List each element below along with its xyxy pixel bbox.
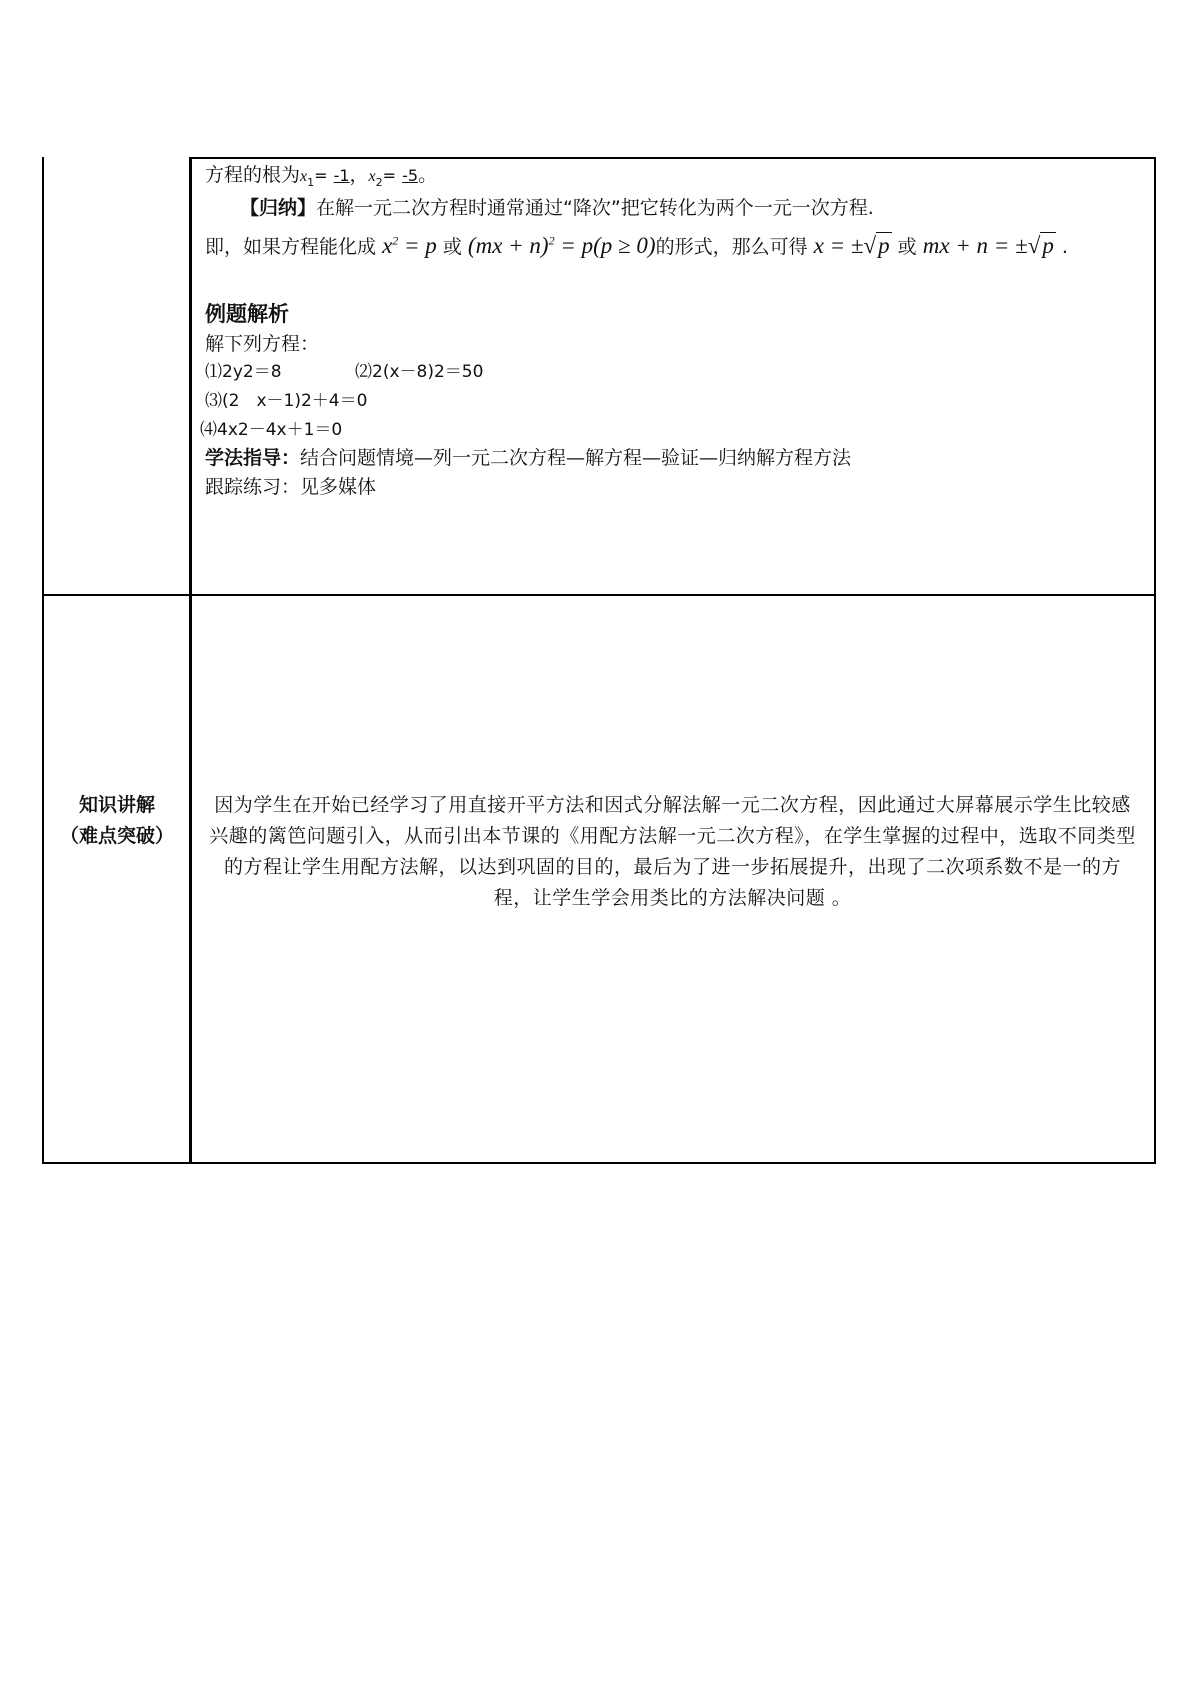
formula-f3-radicand: p <box>878 233 890 258</box>
roots-line <box>205 160 437 189</box>
row2-label-title: 知识讲解 <box>78 794 155 816</box>
formula-f2-sup: 2 <box>548 233 555 248</box>
study-guide-label: 学法指导： <box>205 447 301 469</box>
formula-x-squared <box>382 233 437 258</box>
problem-1: ⑴2y2＝8 <box>205 362 282 382</box>
summary-line <box>240 193 874 220</box>
row2-label-subtitle: （难点突破） <box>59 825 174 847</box>
x1-subscript: 1 <box>307 175 315 189</box>
instruction-text: 解下列方程： <box>205 333 320 355</box>
formula-line <box>205 232 1068 259</box>
formula-intro: 即，如果方程能化成 <box>205 236 377 258</box>
formula-f4-radicand: p <box>1042 233 1054 258</box>
x1-label: x <box>300 168 308 185</box>
x1-equals: = <box>314 166 328 185</box>
example-heading: 例题解析 <box>205 302 289 326</box>
table-left-column <box>42 157 192 1164</box>
formula-f2: (mx + n) <box>467 233 549 258</box>
summary-tag: 【归纳】 <box>240 197 317 219</box>
summary-text: 在解一元二次方程时通常通过“降次”把它转化为两个一元一次方程. <box>316 197 874 219</box>
x2-value: -5 <box>402 166 419 185</box>
roots-separator: ， <box>349 164 369 186</box>
x2-subscript: 2 <box>375 175 383 189</box>
formula-middle: 的形式，那么可得 <box>655 236 808 258</box>
x1-value: -1 <box>333 166 350 185</box>
formula-f3: x = ± <box>813 233 864 258</box>
study-guide-text: 结合问题情境—列一元二次方程—解方程—验证—归纳解方程方法 <box>300 447 852 469</box>
study-guide <box>205 443 851 470</box>
formula-mx-n-root <box>923 233 1056 258</box>
sqrt-icon: √p <box>1027 233 1054 258</box>
table-bottom-border <box>42 1162 1156 1164</box>
table-right-column <box>192 157 1156 1164</box>
formula-mx-n-squared <box>468 233 656 258</box>
formula-f1-rest: = p <box>398 233 437 258</box>
formula-f2-rest: = p(p ≥ 0) <box>554 233 656 258</box>
x2-equals: = <box>382 166 397 185</box>
problem-4: ⑷4x2－4x＋1＝0 <box>200 420 343 440</box>
formula-f4: mx + n = ± <box>922 233 1028 258</box>
x2-label: x <box>368 168 376 185</box>
roots-prefix: 方程的根为 <box>205 164 301 186</box>
formula-or-2: 或 <box>897 236 917 258</box>
formula-end: . <box>1061 236 1068 258</box>
row2-paragraph: 因为学生在开始已经学习了用直接开平方法和因式分解法解一元二次方程，因此通过大屏幕展示学生比较感兴趣的篱笆问题引入，从而引出本节课的《用配方法解一元二次方程》，在学生掌握的过程中，选取不同类型的方程让学生用配方法解，以达到巩固的目的，最后为了进一步拓展提升，出现了二次项系数不是一的方程，让学生学会用类比的方法解决问题 。 <box>209 794 1136 909</box>
formula-x-root <box>814 233 892 258</box>
formula-f1-sup: 2 <box>392 233 399 248</box>
roots-end: 。 <box>418 164 438 186</box>
problem-3: ⑶(2 x－1)2＋4＝0 <box>205 391 368 411</box>
formula-f1: x <box>382 233 393 258</box>
row-divider <box>42 594 1156 596</box>
practice-text: 跟踪练习：见多媒体 <box>205 476 377 498</box>
sqrt-icon: √p <box>863 233 890 258</box>
formula-or-1: 或 <box>442 236 462 258</box>
problem-2: ⑵2(x－8)2＝50 <box>355 362 484 382</box>
